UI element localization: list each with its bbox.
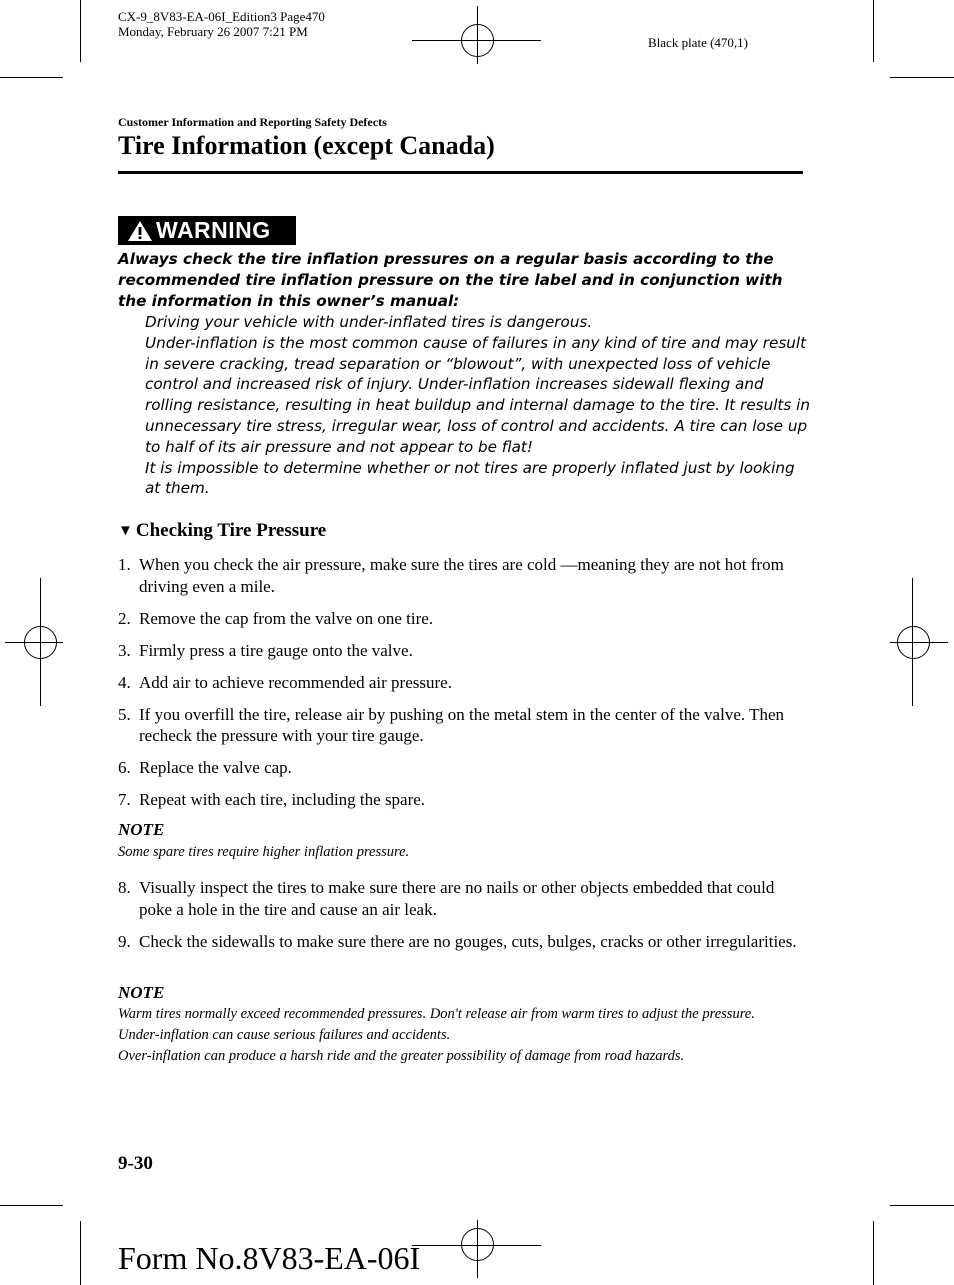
note-label: NOTE (118, 983, 165, 1002)
warning-main-text: Always check the tire inflation pressures on a regular basis according to the recommended tire inflation pressure on the tire label and in conjunction with the information in this owner’s manual: (118, 250, 783, 310)
print-date-line: Monday, February 26 2007 7:21 PM (118, 24, 308, 39)
list-item: 2. Remove the cap from the valve on one tire. (118, 608, 434, 628)
list-item: 5. If you overfill the tire, release air by pushing on the metal stem in the center of the valve. Then recheck the pressure with your tire gauge. (118, 704, 784, 745)
warning-details (145, 312, 810, 499)
print-file-line: CX-9_8V83-EA-06I_Edition3 Page470 (118, 9, 325, 24)
form-number: Form No.8V83-EA-06I (118, 1240, 421, 1276)
warning-triangle-icon (127, 220, 153, 242)
list-item: 9. Check the sidewalls to make sure there are no gouges, cuts, bulges, cracks or other irregularities. (118, 931, 797, 951)
warning-badge (118, 216, 296, 245)
list-item: 1. When you check the air pressure, make sure the tires are cold —meaning they are not hot from driving even a mile. (118, 555, 784, 596)
note-text-block (118, 1004, 808, 1066)
subsection-heading-text: Checking Tire Pressure (135, 520, 327, 541)
warning-detail: Under-inflation is the most common cause of failures in any kind of tire and may result in severe cracking, tread separation or “blowout”, with unexpected loss of vehicle control and increased risk of injury. Under-inflation increases sidewall flexing and rolling resistance, resulting in heat buildup and internal damage to the tire. It results in unnecessary tire stress, irregular wear, loss of control and accidents. A tire can lose up to half of its air pressure and not appear to be flat! (145, 333, 810, 456)
page-title: Tire Information (except Canada) (118, 131, 495, 160)
plate-label: Black plate (470,1) (648, 35, 748, 50)
note-line: Warm tires normally exceed recommended pressures. Don't release air from warm tires to adjust the pressure. (118, 1006, 755, 1022)
note-text: Some spare tires require higher inflation pressure. (118, 844, 410, 860)
section-label: Customer Information and Reporting Safety Defects (118, 115, 387, 129)
steps-list-b (118, 877, 808, 963)
list-item: 3. Firmly press a tire gauge onto the valve. (118, 640, 413, 660)
subsection-heading (118, 520, 326, 542)
list-item: 6. Replace the valve cap. (118, 758, 292, 777)
down-triangle-icon: ▼ (118, 522, 133, 539)
print-job-info (118, 9, 325, 39)
note-line: Under-inflation can cause serious failures and accidents. (118, 1026, 451, 1043)
warning-detail: Driving your vehicle with under-inflated tires is dangerous. (145, 313, 593, 331)
list-item: 7. Repeat with each tire, including the spare. (118, 790, 426, 809)
steps-list-a (118, 554, 808, 821)
list-item: 4. Add air to achieve recommended air pressure. (118, 672, 452, 692)
warning-label: WARNING (156, 217, 271, 243)
note-label: NOTE (118, 820, 165, 839)
warning-detail: It is impossible to determine whether or not tires are properly inflated just by looking at them. (145, 458, 795, 498)
page-number: 9-30 (118, 1153, 153, 1174)
list-item: 8. Visually inspect the tires to make sure there are no nails or other objects embedded that could poke a hole in the tire and cause an air leak. (118, 878, 775, 919)
note-line: Over-inflation can produce a harsh ride and the greater possibility of damage from road hazards. (118, 1047, 685, 1064)
title-rule (118, 171, 803, 174)
